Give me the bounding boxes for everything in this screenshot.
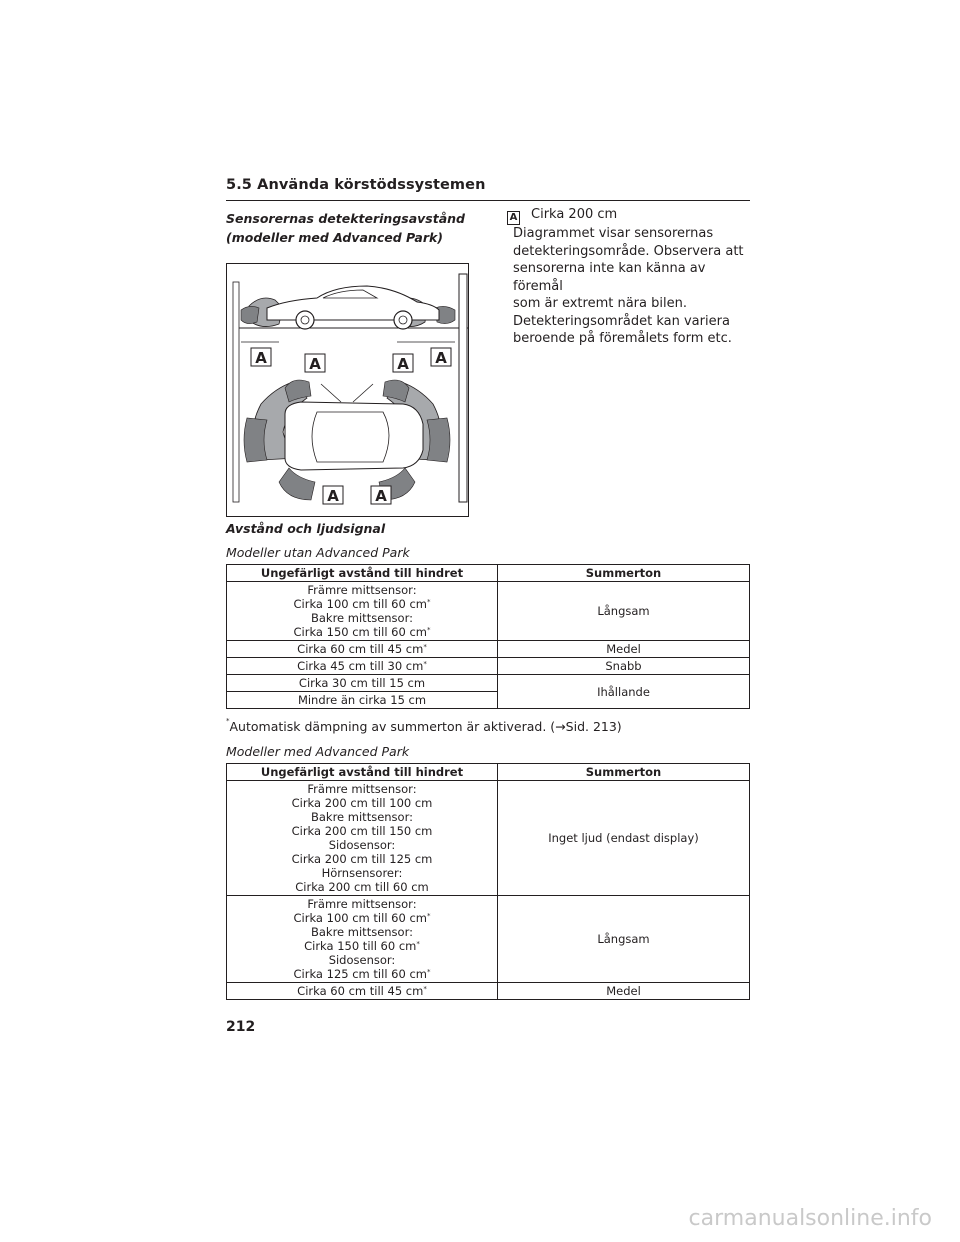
distance-cell: Cirka 30 cm till 15 cm bbox=[227, 675, 498, 692]
header-buzzer: Summerton bbox=[498, 565, 750, 582]
distance-line: Bakre mittsensor: bbox=[310, 611, 413, 625]
marker-label: A bbox=[309, 355, 321, 373]
distance-line: Sidosensor: bbox=[328, 838, 396, 852]
distance-cell bbox=[227, 781, 498, 896]
distance-cell: Cirka 60 cm till 45 cm* bbox=[227, 983, 498, 1000]
distance-heading: Avstånd och ljudsignal bbox=[226, 521, 386, 536]
buzzer-cell: Långsam bbox=[498, 896, 750, 983]
marker-a bbox=[393, 354, 413, 373]
distance-line: Främre mittsensor: bbox=[307, 782, 417, 796]
distance-cell: Mindre än cirka 15 cm bbox=[227, 692, 498, 709]
table-row bbox=[227, 641, 750, 658]
table-row bbox=[227, 582, 750, 641]
buzzer-cell: Medel bbox=[498, 983, 750, 1000]
buzzer-cell: Medel bbox=[498, 641, 750, 658]
marker-label: A bbox=[435, 349, 447, 367]
distance-line: Cirka 125 cm till 60 cm* bbox=[293, 967, 431, 981]
section-divider bbox=[226, 200, 750, 201]
distance-line: Främre mittsensor: bbox=[307, 583, 417, 597]
footnote-mark: * bbox=[226, 717, 230, 725]
distance-line: Hörnsensorer: bbox=[321, 866, 403, 880]
note-line: sensorerna inte kan känna av föremål bbox=[513, 261, 706, 294]
buzzer-cell: Inget ljud (endast display) bbox=[498, 781, 750, 896]
marker-a bbox=[251, 348, 271, 367]
buzzer-table-without-advanced-park bbox=[226, 564, 750, 709]
detection-range-heading bbox=[226, 209, 465, 247]
watermark: carmanualsonline.info bbox=[688, 1206, 932, 1231]
distance-cell: Cirka 45 cm till 30 cm* bbox=[227, 658, 498, 675]
note-line: som är extremt nära bilen. bbox=[513, 296, 687, 311]
table-header-row bbox=[227, 565, 750, 582]
distance-line: Cirka 100 cm till 60 cm* bbox=[293, 911, 431, 925]
distance-line: Cirka 150 till 60 cm* bbox=[304, 939, 420, 953]
table-row bbox=[227, 658, 750, 675]
buzzer-table-with-advanced-park bbox=[226, 763, 750, 1000]
table-row bbox=[227, 896, 750, 983]
marker-a bbox=[305, 354, 325, 373]
distance-cell: Cirka 60 cm till 45 cm* bbox=[227, 641, 498, 658]
distance-line: Cirka 150 cm till 60 cm* bbox=[293, 625, 431, 639]
header-distance: Ungefärligt avstånd till hindret bbox=[227, 764, 498, 781]
note-line: detekteringsområde. Observera att bbox=[513, 243, 744, 259]
arrow-icon: → bbox=[555, 719, 566, 734]
note-line: Detekteringsområdet kan variera bbox=[513, 313, 730, 329]
footnote-text: Automatisk dämpning av summerton är aktiverad. ( bbox=[229, 719, 556, 734]
distance-line: Cirka 200 cm till 60 cm bbox=[295, 880, 429, 894]
detection-note bbox=[513, 225, 753, 348]
buzzer-cell: Ihållande bbox=[498, 675, 750, 709]
distance-line: Cirka 200 cm till 100 cm bbox=[291, 796, 433, 810]
table-row bbox=[227, 781, 750, 896]
table2-caption: Modeller med Advanced Park bbox=[226, 744, 410, 759]
marker-label: A bbox=[397, 355, 409, 373]
distance-line: Främre mittsensor: bbox=[307, 897, 417, 911]
distance-cell bbox=[227, 896, 498, 983]
table1-caption: Modeller utan Advanced Park bbox=[226, 545, 410, 560]
distance-line: Cirka 200 cm till 125 cm bbox=[291, 852, 433, 866]
header-buzzer: Summerton bbox=[498, 764, 750, 781]
table-header-row bbox=[227, 764, 750, 781]
footnote-page-ref[interactable]: Sid. 213) bbox=[565, 719, 622, 734]
section-title: 5.5 Använda körstödssystemen bbox=[226, 177, 486, 193]
detection-range-heading-line2: (modeller med Advanced Park) bbox=[226, 230, 444, 245]
note-line: beroende på föremålets form etc. bbox=[513, 331, 732, 346]
distance-line: Cirka 100 cm till 60 cm* bbox=[293, 597, 431, 611]
marker-a-range: Cirka 200 cm bbox=[531, 207, 618, 222]
marker-label: A bbox=[327, 487, 339, 505]
note-line: Diagrammet visar sensorernas bbox=[513, 226, 714, 241]
distance-line: Sidosensor: bbox=[328, 953, 396, 967]
table-row bbox=[227, 675, 750, 692]
marker-label: A bbox=[375, 487, 387, 505]
marker-a bbox=[323, 486, 343, 505]
footnote bbox=[226, 719, 622, 734]
buzzer-cell: Snabb bbox=[498, 658, 750, 675]
distance-line: Bakre mittsensor: bbox=[310, 810, 413, 824]
table-row bbox=[227, 983, 750, 1000]
sensor-range-diagram bbox=[226, 263, 469, 517]
sensor-range-illustration bbox=[227, 264, 468, 516]
distance-line: Cirka 200 cm till 150 cm bbox=[291, 824, 433, 838]
detection-range-heading-line1: Sensorernas detekteringsavstånd bbox=[226, 211, 466, 226]
header-distance: Ungefärligt avstånd till hindret bbox=[227, 565, 498, 582]
distance-line: Bakre mittsensor: bbox=[310, 925, 413, 939]
marker-a-box: A bbox=[507, 211, 520, 225]
marker-a bbox=[371, 486, 391, 505]
top-view-car bbox=[244, 380, 450, 500]
distance-cell bbox=[227, 582, 498, 641]
marker-label: A bbox=[255, 349, 267, 367]
buzzer-cell: Långsam bbox=[498, 582, 750, 641]
page-number: 212 bbox=[226, 1019, 256, 1035]
marker-a bbox=[431, 348, 451, 367]
